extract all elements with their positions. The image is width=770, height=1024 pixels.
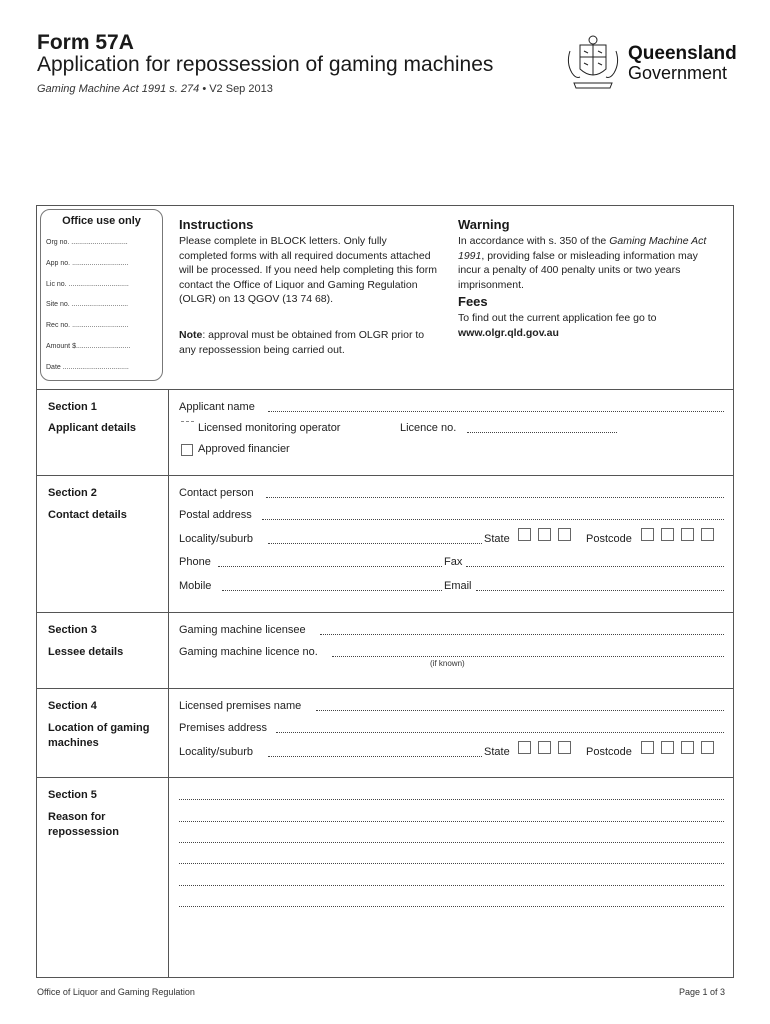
postcode-box[interactable] [661,528,674,541]
gaming-machine-licensee-input[interactable] [320,624,724,635]
locality-suburb-label: Locality/suburb [179,533,253,545]
licensed-monitoring-operator-checkbox[interactable] [181,421,194,423]
office-use-box [40,209,163,381]
section-3-number: Section 3 [48,624,97,636]
office-field-org: Org no. ............................. [46,239,128,246]
postal-address-input[interactable] [262,509,724,520]
rule [37,777,733,778]
queensland-crest-icon [562,33,624,93]
section-divider [168,390,169,977]
state-label: State [484,533,510,545]
reason-line-2[interactable] [179,811,724,822]
reason-line-5[interactable] [179,875,724,886]
licensed-premises-name-input[interactable] [316,700,724,711]
section-2-number: Section 2 [48,487,97,499]
email-input[interactable] [476,580,724,591]
rule [37,389,733,390]
location-locality-suburb-label: Locality/suburb [179,746,253,758]
rule [37,612,733,613]
postcode-label: Postcode [586,533,632,545]
office-field-lic: Lic no. ............................... [46,281,129,288]
premises-address-input[interactable] [276,722,724,733]
form-subtitle [37,83,273,95]
location-state-box[interactable] [558,741,571,754]
approved-financier-label: Approved financier [198,443,290,455]
location-state-box[interactable] [538,741,551,754]
postcode-box[interactable] [701,528,714,541]
reason-line-1[interactable] [179,789,724,800]
location-state-box[interactable] [518,741,531,754]
applicant-name-label: Applicant name [179,401,255,413]
location-postcode-box[interactable] [641,741,654,754]
reason-line-6[interactable] [179,896,724,907]
reason-line-4[interactable] [179,853,724,864]
rule [37,688,733,689]
form-number: Form 57A [37,31,134,54]
reason-line-3[interactable] [179,832,724,843]
location-postcode-box[interactable] [661,741,674,754]
section-3-name: Lessee details [48,646,124,658]
section-4-name: Location of gaming machines [48,722,150,749]
mobile-label: Mobile [179,580,212,592]
fax-input[interactable] [466,556,724,567]
section-4-number: Section 4 [48,700,97,712]
phone-input[interactable] [218,556,442,567]
location-locality-suburb-input[interactable] [268,746,482,757]
locality-suburb-input[interactable] [268,533,482,544]
postal-address-label: Postal address [179,509,252,521]
gaming-machine-licensee-label: Gaming machine licensee [179,624,306,636]
postcode-box[interactable] [641,528,654,541]
office-field-app: App no. ............................. [46,260,129,267]
if-known-hint: (if known) [430,659,465,668]
instructions-note: Note: approval must be obtained from OLGR prior to any repossession being carried out. [179,329,425,356]
instructions-text: Please complete in BLOCK letters. Only fully completed forms with all required documents attached will be processed. If you need help completing this form contact the Office of Liquor and Gaming Regulation (OLGR) on 13 QGOV (13 74 68). [179,235,437,305]
footer-office-name: Office of Liquor and Gaming Regulation [37,987,195,997]
state-box[interactable] [558,528,571,541]
premises-address-label: Premises address [179,722,268,734]
version-label: • V2 Sep 2013 [202,83,273,95]
footer-page-number: Page 1 of 3 [679,987,726,997]
fax-label: Fax [444,556,463,568]
logo-government: Government [628,63,728,83]
warning-heading: Warning [458,217,510,232]
office-use-title: Office use only [62,215,141,227]
gaming-machine-licence-no-label: Gaming machine licence no. [179,646,318,658]
rule [37,475,733,476]
instructions-heading: Instructions [179,217,254,232]
phone-label: Phone [179,556,211,568]
section-5-name: Reason for repossession [48,811,119,838]
gaming-machine-licence-no-input[interactable] [332,646,724,657]
location-postcode-label: Postcode [586,746,632,758]
page-title: Application for repossession of gaming machines [37,53,494,76]
office-field-site: Site no. ............................. [46,301,129,308]
licence-no-input[interactable] [467,422,617,433]
state-box[interactable] [538,528,551,541]
fees-url[interactable]: www.olgr.qld.gov.au [458,326,559,339]
licensed-premises-name-label: Licensed premises name [179,700,302,712]
licensed-monitoring-operator-label: Licensed monitoring operator [198,422,341,434]
state-box[interactable] [518,528,531,541]
office-field-date: Date .................................. [46,364,129,371]
location-postcode-box[interactable] [701,741,714,754]
approved-financier-checkbox[interactable] [181,444,193,456]
contact-person-input[interactable] [266,487,724,498]
office-field-rec: Rec no. ............................. [46,322,129,329]
fees-text: To find out the current application fee go to www.olgr.qld.gov.au [458,312,657,339]
contact-person-label: Contact person [179,487,254,499]
section-1-name: Applicant details [48,422,137,434]
location-state-label: State [484,746,510,758]
postcode-box[interactable] [681,528,694,541]
logo-queensland: Queensland [628,43,737,64]
office-field-amount: Amount $............................ [46,343,131,350]
section-5-number: Section 5 [48,789,97,801]
act-reference: Gaming Machine Act 1991 s. 274 [37,83,200,95]
warning-text: In accordance with s. 350 of the Gaming Machine Act 1991, providing false or misleading information may incur a penalty of 400 penalty units or two years imprisonment. [458,235,707,291]
mobile-input[interactable] [222,580,442,591]
licence-no-label: Licence no. [400,422,457,434]
section-2-name: Contact details [48,509,127,521]
location-postcode-box[interactable] [681,741,694,754]
email-label: Email [444,580,472,592]
section-1-number: Section 1 [48,401,97,413]
applicant-name-input[interactable] [268,401,724,412]
fees-heading: Fees [458,294,488,309]
